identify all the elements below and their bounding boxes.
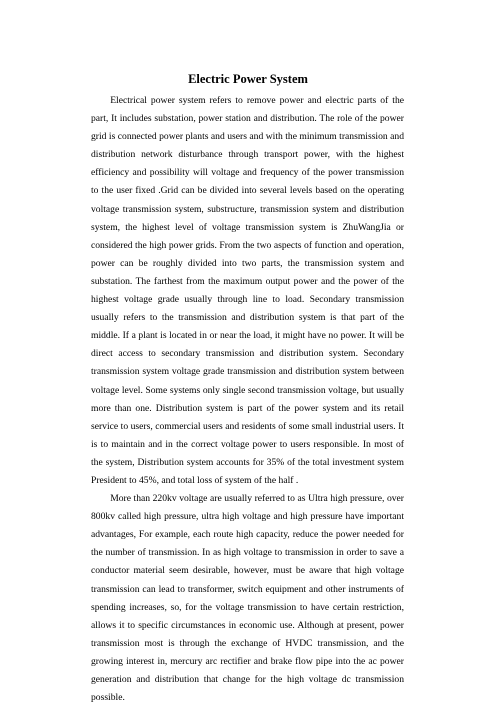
document-title: Electric Power System <box>188 72 308 86</box>
body-paragraph: Electrical power system refers to remove power and electric parts of the part, It includes substation, power station and distribution. The role of the power grid is connected power plants and users and with the minimum transmission and distribution network disturbance through transport power, with the highest efficiency and possibility will voltage and frequency of the power transmission to the user fixed .Grid can be divided into several levels based on the operating voltage transmission system, substructure, transmission system and distribution system, the highest level of voltage transmission system is ZhuWangJia or considered the high power grids. From the two aspects of function and operation, power can be roughly divided into two parts, the transmission system and substation. The farthest from the maximum output power and the power of the highest voltage grade usually through line to load. Secondary transmission usually refers to the transmission and distribution system is that part of the middle. If a plant is located in or near the load, it might have no power. It will be direct access to secondary transmission and distribution system. Secondary transmission system voltage grade transmission and distribution system between voltage level. Some systems only single second transmission voltage, but usually more than one. Distribution system is part of the power system and its retail service to users, commercial users and residents of some small industrial users. It is to maintain and in the correct voltage power to users responsible. In most of the system, Distribution system accounts for 35% of the total investment system President to 45%, and total loss of system of the half . <box>91 95 404 486</box>
body-paragraph: More than 220kv voltage are usually referred to as Ultra high pressure, over 800kv called high pressure, ultra high voltage and high pressure have important advantages, For example, each route high capacity, reduce the power needed for the number of transmission. In as high voltage to transmission in order to save a conductor material seem desirable, however, must be aware that high voltage transmission can lead to transformer, switch equipment and other instruments of spending increases, so, for the voltage transmission to have certain restriction, allows it to specific circumstances in economic use. Although at present, power transmission most is through the exchange of HVDC transmission, and the growing interest in, mercury arc rectifier and brake flow pipe into the ac power generation and distribution that change for the high voltage dc transmission possible. <box>91 493 404 704</box>
document-body <box>91 92 404 707</box>
